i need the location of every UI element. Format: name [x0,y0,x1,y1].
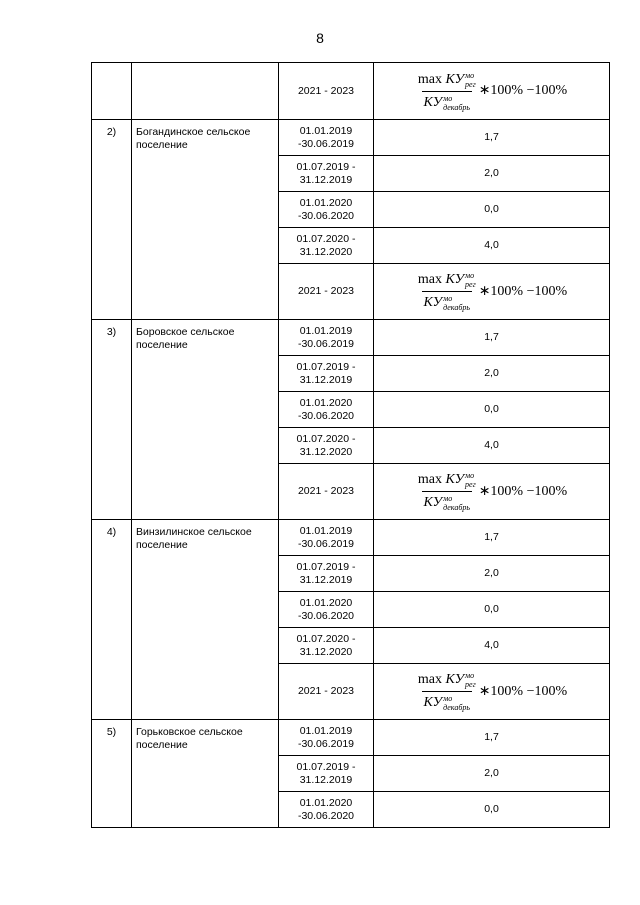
formula-indices [465,71,476,89]
period-cell: 01.07.2019 - 31.12.2019 [279,756,374,792]
formula-tail: ∗100% −100% [478,483,568,499]
formula-max: max [417,472,446,488]
index-value-cell: 4,0 [374,228,610,264]
formula-subscript: рег [465,680,476,689]
formula-indices [465,471,476,489]
index-value-cell: 1,7 [374,120,610,156]
period-cell: 01.01.2020 -30.06.2020 [279,792,374,828]
period-cell: 01.01.2019 -30.06.2019 [279,120,374,156]
formula-indices [443,694,470,712]
period-cell: 01.01.2019 -30.06.2019 [279,320,374,356]
formula-superscript: мо [443,494,453,503]
period-cell: 01.01.2019 -30.06.2019 [279,720,374,756]
index-value-cell: 0,0 [374,392,610,428]
settlement-name-cell [132,63,279,120]
index-value-cell: 0,0 [374,192,610,228]
index-formula [416,271,567,312]
formula-denominator [422,491,472,512]
period-cell: 01.01.2020 -30.06.2020 [279,592,374,628]
row-number-cell: 4) [92,520,132,720]
formula-subscript: рег [465,280,476,289]
formula-subscript: декабрь [443,102,470,112]
formula-fraction [416,71,478,112]
settlement-name-cell: Винзилинское сельское поселение [132,520,279,720]
formula-numerator [416,671,478,691]
settlement-name-cell: Горьковское сельское поселение [132,720,279,828]
index-value-cell: 0,0 [374,792,610,828]
period-cell: 01.07.2020 - 31.12.2020 [279,228,374,264]
formula-numerator [416,471,478,491]
table-row [92,120,610,156]
tariff-index-table [91,62,610,828]
index-value-cell: 1,7 [374,520,610,556]
formula-superscript: мо [443,694,453,703]
formula-ku: КУ [445,71,465,87]
row-number-cell: 5) [92,720,132,828]
period-cell: 2021 - 2023 [279,63,374,120]
period-cell: 2021 - 2023 [279,464,374,520]
row-number-cell [92,63,132,120]
formula-max: max [417,71,446,87]
table-row [92,63,610,120]
formula-superscript: мо [443,93,453,103]
formula-indices [465,671,476,689]
formula-subscript: декабрь [443,503,470,512]
formula-cell [374,264,610,320]
formula-numerator [416,71,478,91]
formula-indices [443,94,470,112]
period-cell: 01.07.2020 - 31.12.2020 [279,628,374,664]
formula-subscript: рег [465,480,476,489]
formula-superscript: мо [443,294,453,303]
index-value-cell: 0,0 [374,592,610,628]
index-value-cell: 2,0 [374,156,610,192]
formula-cell [374,63,610,120]
index-value-cell: 1,7 [374,320,610,356]
row-number-cell: 2) [92,120,132,320]
formula-superscript: мо [465,70,475,80]
formula-denominator [422,91,472,112]
formula-indices [443,294,470,312]
formula-ku: КУ [423,94,443,110]
index-value-cell: 1,7 [374,720,610,756]
formula-ku: КУ [445,672,465,688]
period-cell: 01.07.2019 - 31.12.2019 [279,156,374,192]
index-formula [416,71,567,112]
table-row [92,520,610,556]
formula-cell [374,664,610,720]
formula-superscript: мо [465,671,475,680]
formula-max: max [417,672,446,688]
formula-fraction [416,271,478,312]
formula-ku: КУ [445,272,465,288]
formula-subscript: декабрь [443,303,470,312]
formula-subscript: рег [465,79,476,89]
period-cell: 01.01.2019 -30.06.2019 [279,520,374,556]
period-cell: 01.07.2020 - 31.12.2020 [279,428,374,464]
formula-fraction [416,671,478,712]
settlement-name-cell: Боровское сельское поселение [132,320,279,520]
table-row [92,320,610,356]
period-cell: 01.01.2020 -30.06.2020 [279,392,374,428]
period-cell: 01.01.2020 -30.06.2020 [279,192,374,228]
formula-max: max [417,272,446,288]
period-cell: 01.07.2019 - 31.12.2019 [279,356,374,392]
index-formula [416,471,567,512]
formula-superscript: мо [465,271,475,280]
formula-ku: КУ [423,495,443,511]
formula-tail: ∗100% −100% [478,683,568,699]
index-value-cell: 4,0 [374,428,610,464]
formula-tail: ∗100% −100% [478,283,568,299]
formula-denominator [422,691,472,712]
index-value-cell: 2,0 [374,756,610,792]
period-cell: 01.07.2019 - 31.12.2019 [279,556,374,592]
formula-ku: КУ [445,472,465,488]
formula-fraction [416,471,478,512]
index-formula [416,671,567,712]
index-value-cell: 2,0 [374,556,610,592]
formula-denominator [422,291,472,312]
table-row [92,720,610,756]
formula-indices [443,494,470,512]
formula-tail: ∗100% −100% [478,83,568,98]
formula-cell [374,464,610,520]
index-value-cell: 2,0 [374,356,610,392]
formula-ku: КУ [423,695,443,711]
index-value-cell: 4,0 [374,628,610,664]
period-cell: 2021 - 2023 [279,664,374,720]
formula-numerator [416,271,478,291]
row-number-cell: 3) [92,320,132,520]
formula-subscript: декабрь [443,703,470,712]
formula-indices [465,271,476,289]
formula-ku: КУ [423,295,443,311]
settlement-name-cell: Богандинское сельское поселение [132,120,279,320]
period-cell: 2021 - 2023 [279,264,374,320]
page-number: 8 [316,30,324,46]
formula-superscript: мо [465,471,475,480]
